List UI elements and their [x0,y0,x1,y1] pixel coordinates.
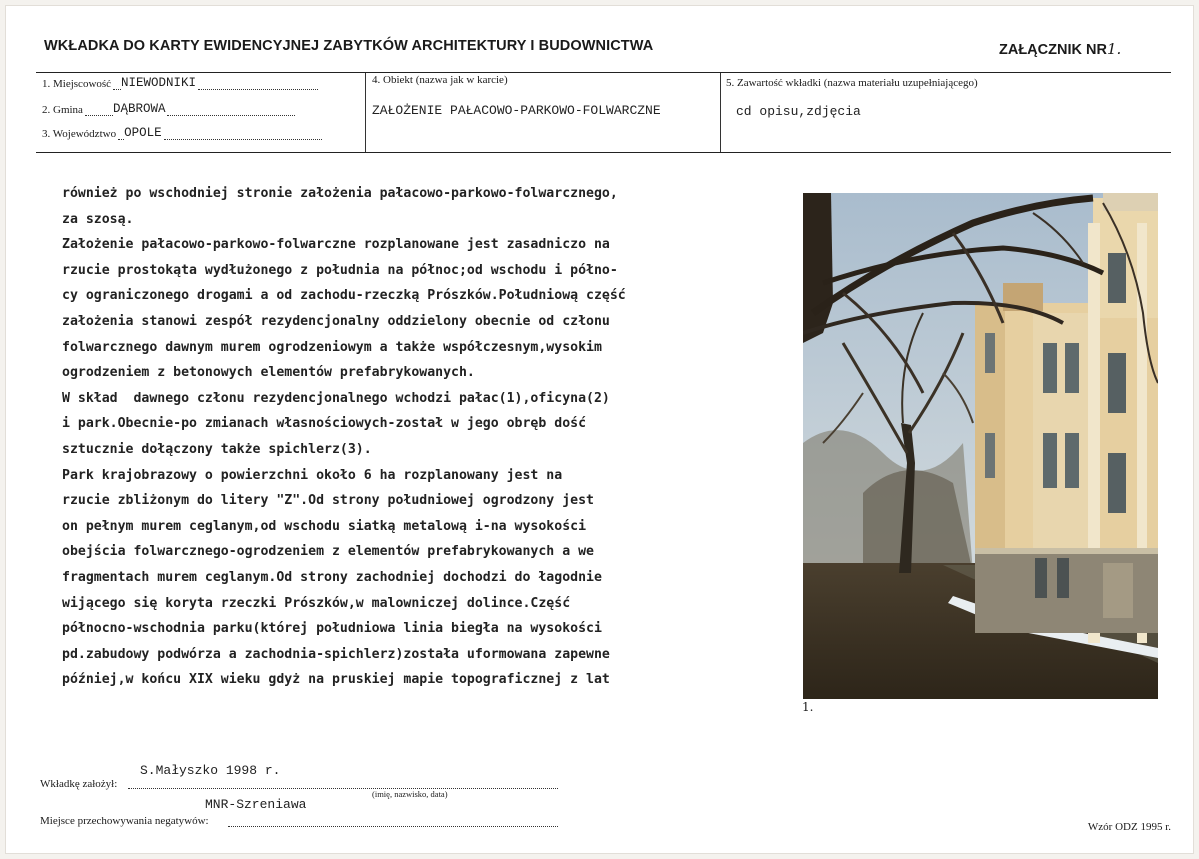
voivodeship-dots [164,129,322,140]
locality-field [42,76,318,90]
text-line: W skład dawnego członu rezydencjonalnego wchodzi pałac(1),oficyna(2) [62,390,610,406]
text-line: Założenie pałacowo-parkowo-folwarczne rozplanowane jest zasadniczo na [62,237,610,253]
text-line: pd.zabudowy podwórza a zachodnia-spichlerz)została uformowana zapewne [62,646,610,662]
text-line: za szosą. [62,211,134,227]
header-top-rule [36,72,1171,73]
contents-label: 5. Zawartość wkładki (nazwa materiału uzupełniającego) [726,77,978,89]
header-bottom-rule [36,152,1171,153]
text-line: Park krajobrazowy o powierzchni około 6 ha rozplanowany jest na [62,467,563,483]
typed-description [62,181,792,693]
text-line: założenia stanowi zespół rezydencjonalny oddzielony obecnie od członu [62,313,610,329]
text-line: wijącego się koryta rzeczki Prószków,w malowniczej dolince.Część [62,595,571,611]
palace-photo-drawing [803,193,1158,699]
text-line: później,w końcu XIX wieku gdyż na pruskiej mapie topograficznej z lat [62,672,610,688]
text-line: i park.Obecnie-po zmianach własnościowych-został w jego obręb dość [62,416,587,432]
text-line: rzucie prostokąta wydłużonego z południa na północ;od wschodu i półno- [62,262,618,278]
made-by-value: S.Małyszko 1998 r. [140,763,281,778]
annex-label: ZAŁĄCZNIK NR [999,42,1107,58]
text-line: obejścia folwarcznego-ogrodzeniem z elementów prefabrykowanych a we [62,544,594,560]
text-line: ogrodzeniem z betonowych elementów prefabrykowanych. [62,365,475,381]
voivodeship-value: OPOLE [124,126,162,140]
object-value: ZAŁOŻENIE PAŁACOWO-PARKOWO-FOLWARCZNE [372,103,661,118]
storage-dots [228,826,558,827]
commune-dots-lead [85,105,113,116]
text-line: sztucznie dołączony także spichlerz(3). [62,441,372,457]
storage-label: Miejsce przechowywania negatywów: [40,815,209,827]
locality-dots-lead [113,79,121,90]
locality-label: 1. Miejscowość [42,78,112,90]
object-label: 4. Obiekt (nazwa jak w karcie) [372,74,508,86]
annex-number [999,40,1121,58]
header-divider-1 [365,73,366,152]
contents-value: cd opisu,zdjęcia [736,104,861,119]
commune-field [42,102,295,116]
form-pattern: Wzór ODZ 1995 r. [1087,821,1171,833]
text-line: północno-wschodnia parku(której południowa linia biegła na wysokości [62,621,602,637]
made-by-dots [128,788,558,789]
commune-value: DĄBROWA [112,102,166,116]
commune-label: 2. Gmina [42,104,83,116]
made-by-label: Wkładkę założył: [40,778,118,790]
commune-dots [167,105,295,116]
palace-photo [803,193,1158,699]
document-title: WKŁADKA DO KARTY EWIDENCYJNEJ ZABYTKÓW ARCHITEKTURY I BUDOWNICTWA [44,38,654,54]
text-line: folwarcznego dawnym murem ogrodzeniowym a także współczesnym,wysokim [62,339,602,355]
voivodeship-label: 3. Województwo [42,128,117,140]
text-line: cy ograniczonego drogami a od zachodu-rzeczką Prószków.Południową część [62,288,626,304]
text-line: fragmentach murem ceglanym.Od strony zachodniej dochodzi do łagodnie [62,569,602,585]
header-divider-2 [720,73,721,152]
text-line: on pełnym murem ceglanym,od wschodu siatką metalową i-na wysokości [62,518,587,534]
locality-dots [198,79,318,90]
photo-caption: 1. [802,700,814,714]
storage-value: MNR-Szreniawa [205,797,307,812]
text-line: rzucie zbliżonym do litery "Z".Od strony południowej ogrodzony jest [62,493,594,509]
locality-value: NIEWODNIKI [121,76,197,90]
voivodeship-field [42,126,322,140]
text-line: również po wschodniej stronie założenia pałacowo-parkowo-folwarcznego, [62,186,618,201]
annex-handwritten-number: 1. [1106,40,1122,58]
made-by-hint: (imię, nazwisko, data) [372,789,448,799]
